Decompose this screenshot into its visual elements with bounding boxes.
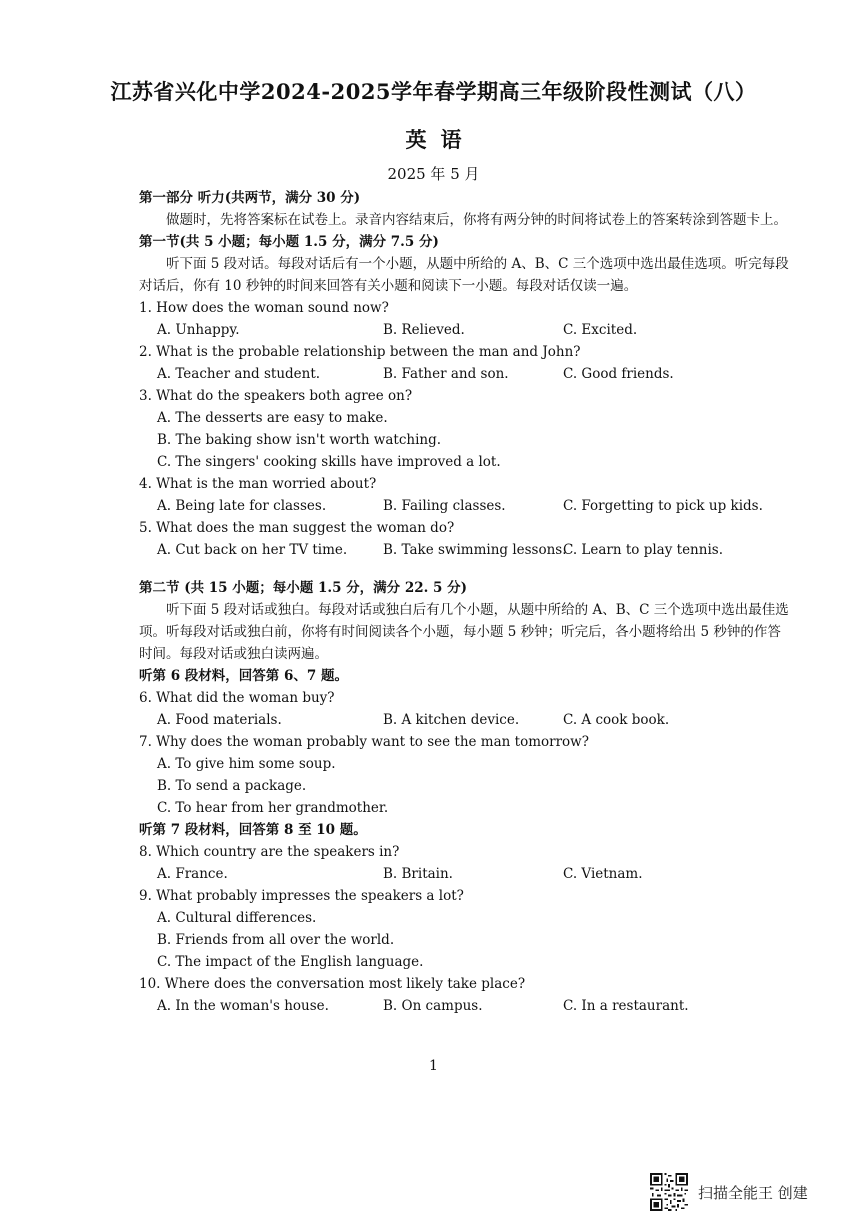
option-5b: B. Take swimming lessons. bbox=[383, 542, 567, 558]
scanner-watermark bbox=[650, 1172, 808, 1212]
option-2c: C. Good friends. bbox=[563, 366, 674, 382]
option-1c: C. Excited. bbox=[563, 322, 638, 338]
options-1 bbox=[139, 319, 789, 341]
option-3c: C. The singers' cooking skills have improved a lot. bbox=[157, 454, 501, 470]
option-5a: A. Cut back on her TV time. bbox=[157, 542, 348, 558]
question-10: 10. Where does the conversation most likely take place? bbox=[139, 976, 526, 992]
option-9a: A. Cultural differences. bbox=[157, 910, 317, 926]
option-4b: B. Failing classes. bbox=[383, 498, 506, 514]
question-9: 9. What probably impresses the speakers a lot? bbox=[139, 888, 464, 904]
option-5c: C. Learn to play tennis. bbox=[563, 542, 723, 558]
qr-code-icon bbox=[650, 1173, 688, 1211]
option-4a: A. Being late for classes. bbox=[157, 498, 327, 514]
option-1b: B. Relieved. bbox=[383, 322, 465, 338]
section2-instructions: 听下面 5 段对话或独白。每段对话或独白后有几个小题，从题中所给的 A、B、C 三个选项中选出最佳选项。听每段对话或独白前，你将有时间阅读各个小题，每小题 5 秒钟；听完后，各小题将给出 5 秒钟的作答时间。每段对话或独白读两遍。 bbox=[139, 602, 789, 662]
option-8b: B. Britain. bbox=[383, 866, 453, 882]
option-4c: C. Forgetting to pick up kids. bbox=[563, 498, 763, 514]
options-4 bbox=[139, 495, 789, 517]
question-4: 4. What is the man worried about? bbox=[139, 476, 377, 492]
options-2 bbox=[139, 363, 789, 385]
exam-date: 2025 年 5 月 bbox=[387, 165, 480, 183]
option-3a: A. The desserts are easy to make. bbox=[157, 410, 388, 426]
question-5: 5. What does the man suggest the woman do? bbox=[139, 520, 455, 536]
option-9c: C. The impact of the English language. bbox=[157, 954, 424, 970]
option-6a: A. Food materials. bbox=[157, 712, 282, 728]
options-8 bbox=[139, 863, 789, 885]
page-number: 1 bbox=[429, 1058, 438, 1074]
question-1: 1. How does the woman sound now? bbox=[139, 300, 389, 316]
option-8c: C. Vietnam. bbox=[563, 866, 643, 882]
option-7a: A. To give him some soup. bbox=[157, 756, 336, 772]
question-6: 6. What did the woman buy? bbox=[139, 690, 335, 706]
question-2: 2. What is the probable relationship between the man and John? bbox=[139, 344, 581, 360]
question-8: 8. Which country are the speakers in? bbox=[139, 844, 400, 860]
option-10b: B. On campus. bbox=[383, 998, 483, 1014]
watermark-text: 扫描全能王 创建 bbox=[698, 1183, 808, 1202]
subject-title: 英语 bbox=[405, 127, 476, 152]
option-2a: A. Teacher and student. bbox=[157, 366, 321, 382]
section2-heading: 第二节 (共 15 小题；每小题 1.5 分，满分 22. 5 分) bbox=[139, 580, 468, 596]
option-2b: B. Father and son. bbox=[383, 366, 509, 382]
section1-heading: 第一节(共 5 小题；每小题 1.5 分，满分 7.5 分) bbox=[139, 234, 439, 250]
option-7c: C. To hear from her grandmother. bbox=[157, 800, 389, 816]
exam-content bbox=[139, 187, 789, 1017]
options-6 bbox=[139, 709, 789, 731]
question-7: 7. Why does the woman probably want to see the man tomorrow? bbox=[139, 734, 589, 750]
option-10c: C. In a restaurant. bbox=[563, 998, 689, 1014]
exam-title: 江苏省兴化中学2024-2025学年春学期高三年级阶段性测试（八） bbox=[110, 79, 757, 104]
section-gap bbox=[139, 561, 789, 577]
option-10a: A. In the woman's house. bbox=[157, 998, 329, 1014]
material-6-heading: 听第 6 段材料，回答第 6、7 题。 bbox=[139, 668, 348, 684]
option-6b: B. A kitchen device. bbox=[383, 712, 520, 728]
option-8a: A. France. bbox=[157, 866, 228, 882]
material-7-heading: 听第 7 段材料，回答第 8 至 10 题。 bbox=[139, 822, 367, 838]
option-6c: C. A cook book. bbox=[563, 712, 670, 728]
option-7b: B. To send a package. bbox=[157, 778, 307, 794]
option-9b: B. Friends from all over the world. bbox=[157, 932, 395, 948]
section1-instructions: 听下面 5 段对话。每段对话后有一个小题，从题中所给的 A、B、C 三个选项中选出最佳选项。听完每段对话后，你有 10 秒钟的时间来回答有关小题和阅读下一小题。每段对话仅读一遍。 bbox=[139, 256, 789, 294]
option-3b: B. The baking show isn't worth watching. bbox=[157, 432, 442, 448]
part1-instructions: 做题时，先将答案标在试卷上。录音内容结束后，你将有两分钟的时间将试卷上的答案转涂到答题卡上。 bbox=[166, 212, 787, 228]
part1-heading: 第一部分 听力(共两节，满分 30 分) bbox=[139, 190, 361, 206]
option-1a: A. Unhappy. bbox=[157, 322, 240, 338]
options-5 bbox=[139, 539, 789, 561]
question-3: 3. What do the speakers both agree on? bbox=[139, 388, 413, 404]
options-10 bbox=[139, 995, 789, 1017]
